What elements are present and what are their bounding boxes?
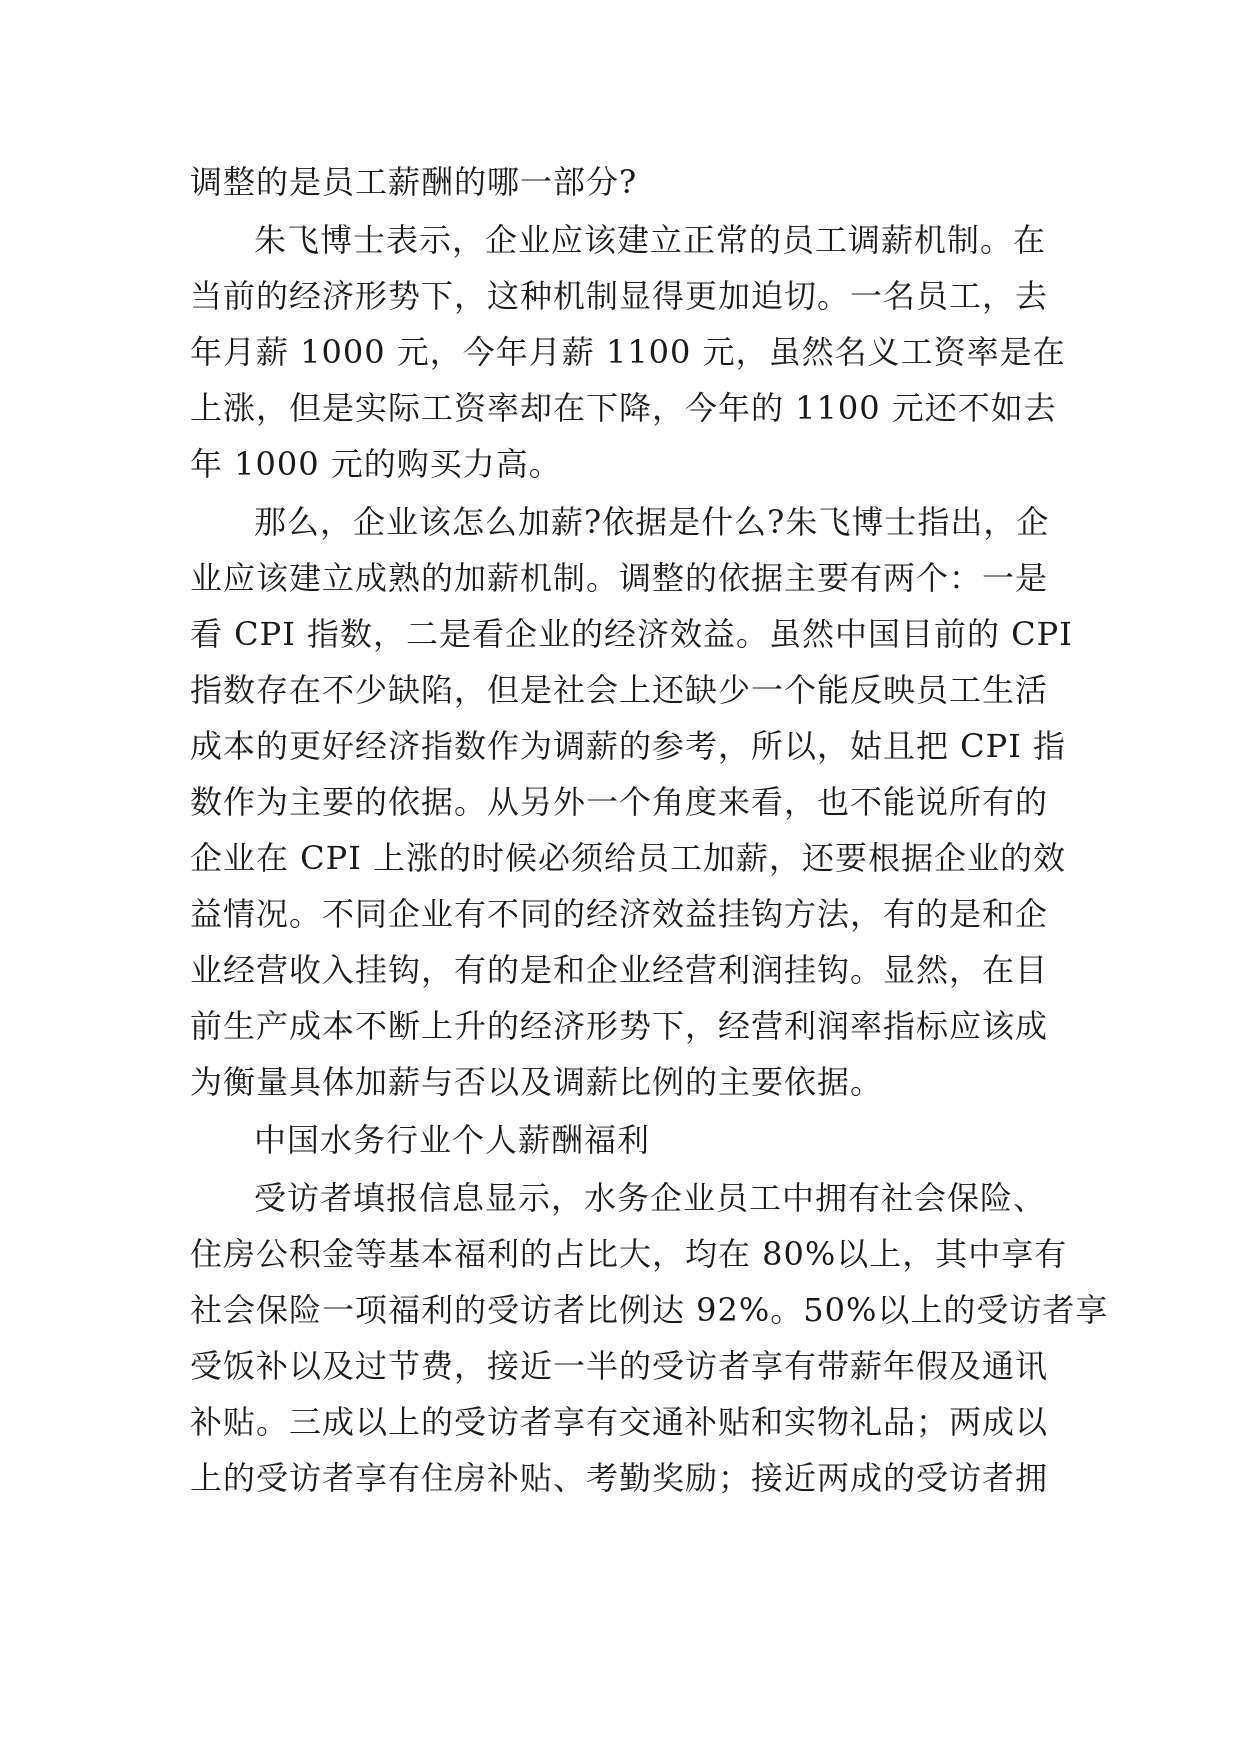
- text-line: 益情况。不同企业有不同的经济效益挂钩方法，有的是和企: [190, 895, 1049, 933]
- text-line: 当前的经济形势下，这种机制显得更加迫切。一名员工，去: [190, 277, 1049, 315]
- paragraph-start: 朱飞博士表示，企业应该建立正常的员工调薪机制。在: [254, 221, 1047, 259]
- text-line: 成本的更好经济指数作为调薪的参考，所以，姑且把 CPI 指: [190, 727, 1067, 765]
- text-line: 调整的是员工薪酬的哪一部分?: [190, 163, 638, 201]
- text-line: 年 1000 元的购买力高。: [190, 445, 562, 483]
- section-heading: 中国水务行业个人薪酬福利: [254, 1121, 651, 1159]
- text-line: 补贴。三成以上的受访者享有交通补贴和实物礼品；两成以: [190, 1403, 1049, 1441]
- text-line: 上的受访者享有住房补贴、考勤奖励；接近两成的受访者拥: [190, 1459, 1049, 1497]
- text-line: 为衡量具体加薪与否以及调薪比例的主要依据。: [190, 1063, 884, 1101]
- text-line: 上涨，但是实际工资率却在下降，今年的 1100 元还不如去: [190, 389, 1057, 427]
- text-line: 业应该建立成熟的加薪机制。调整的依据主要有两个：一是: [190, 559, 1049, 597]
- text-line: 业经营收入挂钩，有的是和企业经营利润挂钩。显然，在目: [190, 951, 1049, 989]
- paragraph-start: 受访者填报信息显示，水务企业员工中拥有社会保险、: [254, 1179, 1047, 1217]
- text-line: 指数存在不少缺陷，但是社会上还缺少一个能反映员工生活: [190, 671, 1049, 709]
- text-line: 数作为主要的依据。从另外一个角度来看，也不能说所有的: [190, 783, 1049, 821]
- text-line: 看 CPI 指数，二是看企业的经济效益。虽然中国目前的 CPI: [190, 615, 1073, 653]
- text-line: 受饭补以及过节费，接近一半的受访者享有带薪年假及通讯: [190, 1347, 1049, 1385]
- text-line: 年月薪 1000 元，今年月薪 1100 元，虽然名义工资率是在: [190, 333, 1066, 371]
- text-line: 住房公积金等基本福利的占比大，均在 80%以上，其中享有: [190, 1235, 1068, 1273]
- text-line: 企业在 CPI 上涨的时候必须给员工加薪，还要根据企业的效: [190, 839, 1067, 877]
- text-line: 社会保险一项福利的受访者比例达 92%。50%以上的受访者享: [190, 1291, 1109, 1329]
- text-line: 前生产成本不断上升的经济形势下，经营利润率指标应该成: [190, 1007, 1049, 1045]
- paragraph-start: 那么，企业该怎么加薪?依据是什么?朱飞博士指出，企: [254, 503, 1050, 541]
